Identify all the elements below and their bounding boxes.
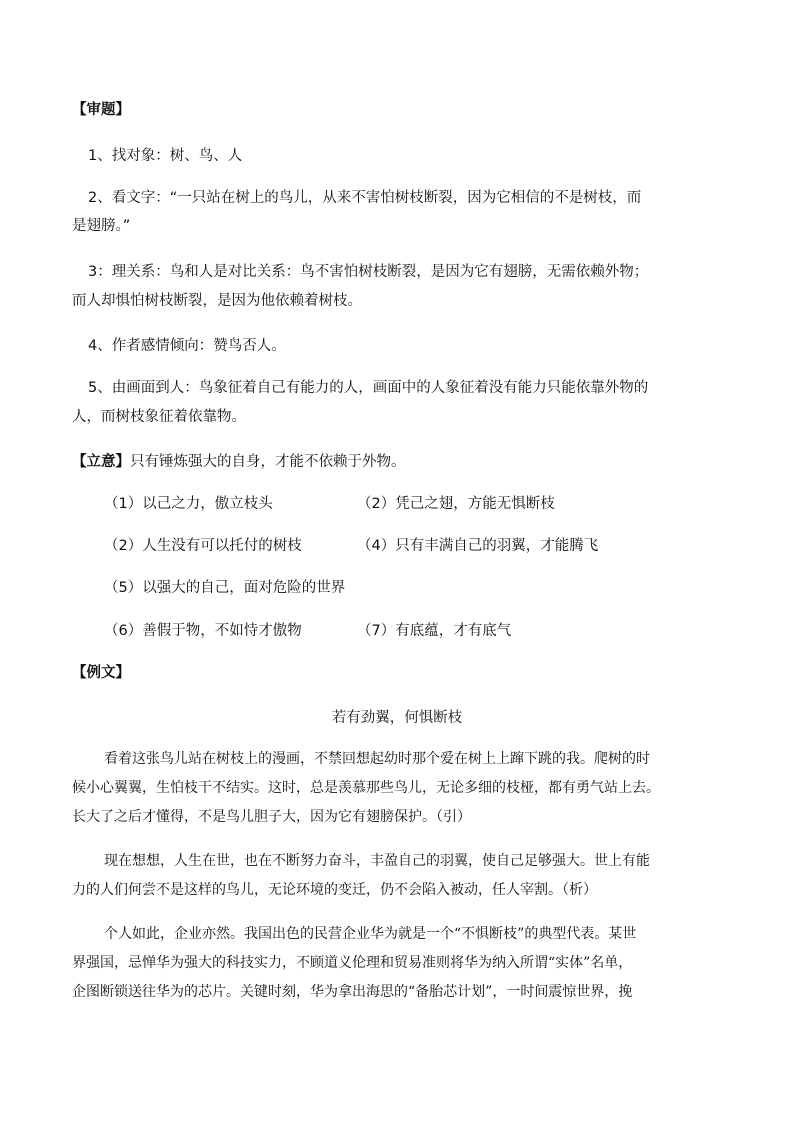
intent-line bbox=[72, 451, 406, 473]
intent-option-3: （2）人生没有可以托付的树枝 bbox=[104, 538, 302, 554]
intent-heading: 【立意】 bbox=[72, 454, 130, 470]
intent-option-1: （1）以己之力，傲立枝头 bbox=[104, 496, 273, 512]
intent-option-6: （6）善假于物，不如恃才傲物 bbox=[104, 623, 302, 639]
essay-line-2: 候小心翼翼，生怕枝干不结实。这时，总是羡慕那些鸟儿，无论多细的枝桠，都有勇气站上去。 bbox=[72, 780, 660, 796]
intent-option-4: （4）只有丰满自己的羽翼，才能腾飞 bbox=[357, 538, 599, 554]
audit-item-3: 3：理关系：鸟和人是对比关系：鸟不害怕树枝断裂，是因为它有翅膀，无需依赖外物； bbox=[88, 264, 649, 280]
essay-line-4: 现在想想，人生在世，也在不断努力奋斗，丰盈自己的羽翼，使自己足够强大。世上有能 bbox=[104, 853, 650, 869]
audit-item-5: 5、由画面到人：鸟象征着自己有能力的人，画面中的人象征着没有能力只能依靠外物的 bbox=[88, 380, 649, 396]
essay-line-7: 界强国，忌惮华为强大的科技实力，不顾道义伦理和贸易准则将华为纳入所谓“实体”名单， bbox=[72, 955, 633, 971]
essay-title: 若有劲翼，何惧断枝 bbox=[331, 710, 463, 726]
essay-line-6: 个人如此，企业亦然。我国出色的民营企业华为就是一个“不惧断枝”的典型代表。某世 bbox=[104, 926, 637, 942]
intent-option-7: （7）有底蕴，才有底气 bbox=[357, 623, 512, 639]
audit-item-1: 1、找对象：树、鸟、人 bbox=[88, 148, 243, 164]
intent-option-2: （2）凭己之翅，方能无惧断枝 bbox=[357, 496, 555, 512]
intent-main: 只有锤炼强大的自身，才能不依赖于外物。 bbox=[130, 454, 406, 470]
audit-item-5-cont: 人，而树枝象征着依靠物。 bbox=[72, 409, 246, 425]
audit-heading: 【审题】 bbox=[72, 102, 130, 118]
essay-line-1: 看着这张鸟儿站在树枝上的漫画，不禁回想起幼时那个爱在树上上蹿下跳的我。爬树的时 bbox=[104, 751, 650, 767]
audit-item-2: 2、看文字：“一只站在树上的鸟儿，从来不害怕树枝断裂，因为它相信的不是树枝，而 bbox=[88, 190, 642, 206]
essay-line-8: 企图断锁送往华为的芯片。关键时刻，华为拿出海思的“备胎芯计划”，一时间震惊世界，挽 bbox=[72, 984, 633, 1000]
intent-option-5: （5）以强大的自己，面对危险的世界 bbox=[104, 580, 346, 596]
example-heading: 【例文】 bbox=[72, 665, 130, 681]
audit-item-4: 4、作者感情倾向：赞鸟否人。 bbox=[88, 338, 286, 354]
essay-line-5: 力的人们何尝不是这样的鸟儿，无论环境的变迁，仍不会陷入被动，任人宰割。（析） bbox=[72, 882, 597, 898]
audit-item-2-cont: 是翅膀。” bbox=[72, 218, 131, 234]
audit-item-3-cont: 而人却惧怕树枝断裂，是因为他依赖着树枝。 bbox=[72, 293, 362, 309]
essay-line-3: 长大了之后才懂得，不是鸟儿胆子大，因为它有翅膀保护。（引） bbox=[72, 809, 471, 825]
